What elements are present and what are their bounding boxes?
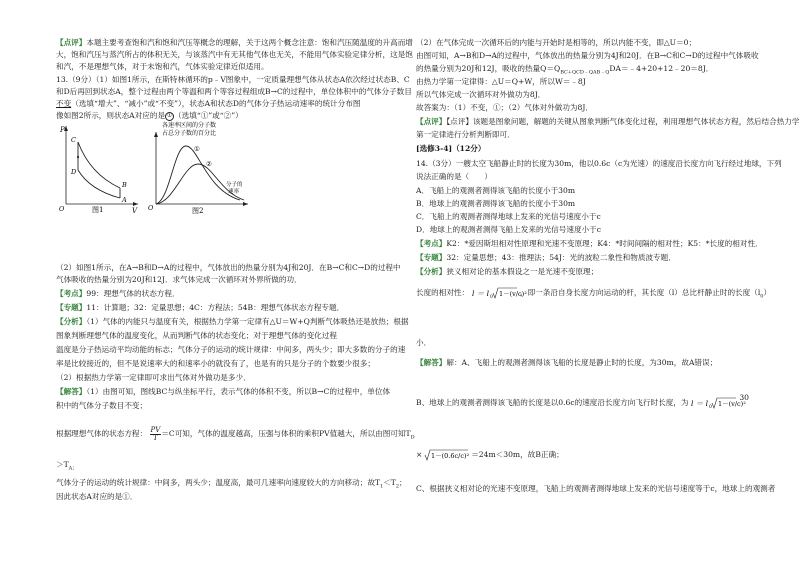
analysis-line: 【分析】（1）气体的内能只与温度有关，根据热力学第一定律有△U＝W+Q判断气体吸热还是放热；根据 xyxy=(56,317,409,326)
length-30: 30 xyxy=(739,393,750,402)
fig2-curve-2: ② xyxy=(206,160,212,168)
question-13-line: 像如图2所示，则状态A对应的是 ① （选填“①”或“②”） xyxy=(56,111,243,120)
review-line: 第一定律进行分析判断即可． xyxy=(416,130,515,139)
analysis-line: 【分析】狭义相对论的基本假设之一是光速不变原理； xyxy=(416,267,599,276)
svg-text:0: 0 xyxy=(708,405,712,410)
sqrt-expression xyxy=(425,448,469,462)
topic: 【专题】11：计算题；32：定量思想；4C：方程法；54B：理想气体状态方程专题． xyxy=(56,303,345,312)
svg-text:l ＝ l: l ＝ l xyxy=(471,289,489,298)
fraction-pv-t: $\frac{PV}{T}$ xyxy=(150,425,161,442)
state-equation-line: 根据理想气体的状态方程： $\frac{PV}{T}$ ＝C可知，气体的温度越高，压强与体积的乘积PV值越大，所以由图可知$T_D$ xyxy=(56,425,415,442)
option-b: B．地球上的观测者测得该飞船的长度小于30m xyxy=(416,199,576,208)
answer-blank-2: ① xyxy=(165,112,174,121)
section-heading: [选修3-4]（12分） xyxy=(416,144,486,153)
analysis-line: 率是比较接近的，但不是说速率大的和速率小的就没有了，也是有的只是分子的个数要少很多； xyxy=(56,359,375,368)
solution-part2: 所以气体完成一次循环对外做功为8J． xyxy=(416,90,546,99)
knowledge-point: 【考点】K2：*爱因斯坦相对性原理和光速不变原理；K4：*时间间隔的相对性；K5：*长度的相对性． xyxy=(416,239,763,248)
fig1-point-d: D xyxy=(71,168,77,176)
option-c: C．飞船上的观测者测得地球上发来的光信号速度小于c xyxy=(416,212,601,221)
statistics-line: 气体分子的运动的统计规律：中间多，两头少；温度高，最可几速率向速度较大的方向移动；故$T_1<T_2$； xyxy=(56,478,407,490)
fig2-origin: O xyxy=(148,204,154,212)
fig1-origin: O xyxy=(59,205,65,213)
analysis-line: 图象判断理想气体的温度变化，从而判断气体的状态变化；对于理想气体的变化过程 xyxy=(56,331,337,340)
solution-b-result: × 1－(0.6c/c)² ＝24m＜30m，故B正确； xyxy=(416,450,564,460)
solution-a: 【解答】解：A、飞船上的观测者测得该飞船的长度是静止时的长度，为30m，故A错误； xyxy=(416,358,718,367)
question-13-line: 和D后再回到状态A，整个过程由两个等温和两个等容过程组成B→C的过程中，单位体积中的气体分子数目 xyxy=(56,87,412,96)
fig1-point-c: C xyxy=(71,136,76,144)
fig2-title-1: 各速率区间的分子数 xyxy=(162,122,217,129)
question-14-line: 说法正确的是（ ） xyxy=(416,172,492,181)
review-line: 【点评】【点评】该题是图象问题，解题的关键从图象判断气体变化过程，利用理想气体状态方程，然后结合热力学 xyxy=(416,117,800,126)
svg-text:1－(v/c)²: 1－(v/c)² xyxy=(717,400,746,408)
length-contraction-line: 长度的相对性： l ＝ l 0 1－(v/c)² ，即一条沿自身长度方向运动的杆，其长度（l）总比杆静止时的长度$(l_0)$ xyxy=(416,288,772,300)
review-line: 【点评】本题主要考查饱和汽和饱和汽压等概念的理解，关于这两个概念注意：饱和汽压随温度的升高而增 xyxy=(56,38,413,47)
svg-text:1－(0.6c/c)²: 1－(0.6c/c)² xyxy=(430,452,469,460)
solution-part2: 的热量分别为20J和12J，吸收的热量$Q=Q_{BC+QCD﹣QAB﹣Q}DA=﹣4+20+12﹣20=8J$． xyxy=(416,64,714,76)
fig2-title-2: 占总分子数的百分比 xyxy=(162,130,217,137)
question-13-part2: 气体吸收的热量分别为20J和12J．求气体完成一次循环对外界所做的功． xyxy=(56,275,302,284)
fig2-xlabel-2: 速率 xyxy=(228,189,240,195)
solution-part2: 由图可知，A→B和D→A的过程中，气体放出的热量分别为4J和20J．在B→C和C→D的过程中气体吸收 xyxy=(416,51,759,60)
review-line: 和汽，不是理想气体，对于未饱和汽，气体实验定律近似适用。 xyxy=(56,62,269,71)
question-14-line: 14.（3分）一艘太空飞船静止时的长度为30m，他以0.6c（c为光速）的速度沿长度方向飞行经过地球，下列 xyxy=(416,159,782,168)
solution-c: C、根据狭义相对论的光速不变原理，飞船上的观测者测得地球上发来的光信号速度等于c，地球上的观测者 xyxy=(416,484,776,493)
statistics-line: 因此状态A对应的是①． xyxy=(56,492,138,501)
solution-line: 【解答】（1）由图可知，图线BC与纵坐标平行，表示气体的体积不变，所以B→C的过程中，单位体 xyxy=(56,387,391,396)
option-a: A．飞船上的观测者测得该飞船的长度小于30m xyxy=(416,186,576,195)
fig1-point-a: A xyxy=(122,196,127,204)
solution-line: 积中的气体分子数目不变； xyxy=(56,401,148,410)
analysis-line: 温度是分子热运动平均动能的标志；气体分子的运动的统计规律：中间多，两头少；即大多数的分子的速 xyxy=(56,345,406,354)
fig2-label: 图2 xyxy=(192,207,204,215)
review-line: 大，饱和汽压与蒸汽所占的体积无关，与该蒸汽中有无其他气体也无关，不能用气体实验定律分析，这是饱 xyxy=(56,50,413,59)
fig1-axis-p: P xyxy=(60,126,65,134)
question-13-line: 不变（选填“增大”、“减小”或“不变”），状态A和状态D的气体分子热运动速率的统计分布图 xyxy=(56,99,361,108)
figure-2-speed-distribution xyxy=(144,120,254,214)
topic: 【专题】32：定量思想；43：推理法；54J：光的波粒二象性和物质波专题． xyxy=(416,253,676,262)
knowledge-point: 【考点】99：理想气体的状态方程． xyxy=(56,289,180,298)
fig1-point-b: B xyxy=(122,181,127,189)
solution-part2: （2）在气体完成一次循环后的内能与开始时是相等的，所以内能不变，即△U＝0； xyxy=(416,38,697,47)
fig2-xlabel-1: 分子的 xyxy=(226,182,243,188)
length-formula xyxy=(471,286,527,300)
svg-text:l ＝ l: l ＝ l xyxy=(690,399,708,408)
length-formula-b xyxy=(690,396,746,410)
analysis-line: （2）根据热力学第一定律即可求出气体对外做功是多少． xyxy=(56,373,251,382)
svg-text:1－(v/c)²: 1－(v/c)² xyxy=(498,290,527,298)
option-d: D．地球上的观测者测得飞船上发来的光信号速度小于c xyxy=(416,225,601,234)
answer-line: 故答案为：（1）不变，①；（2）气体对外做功为8J． xyxy=(416,103,593,112)
length-contraction-cont: 小． xyxy=(416,338,432,347)
fig2-curve-1: ① xyxy=(194,145,200,153)
figure-1-pv-diagram xyxy=(58,122,140,214)
question-13-part2: （2）如图1所示，在A→B和D→A的过程中，气体放出的热量分别为4J和20J．在B→C和C→D的过程中 xyxy=(56,263,401,272)
fig1-label: 图1 xyxy=(92,206,104,214)
solution-part2: 由热力学第一定律得：△U＝Q+W，所以W＝﹣8J xyxy=(416,77,586,86)
answer-blank-1: 不变 xyxy=(56,99,72,108)
fig1-axis-v: V xyxy=(132,207,138,215)
question-13-line: 13.（9分）（1）如图1所示，在斯特林循环的p﹣V图象中，一定质量理想气体从状态A依次经过状态B、C xyxy=(56,75,410,84)
svg-text:0: 0 xyxy=(489,295,493,300)
state-equation-cont: $>T_{A;}$ xyxy=(56,460,78,472)
solution-b: B、地球上的观测者测得该飞船的长度是以0.6c的速度沿长度方向飞行时长度，为 l ＝ l 0 1－(v/c)² 30 xyxy=(416,393,750,410)
